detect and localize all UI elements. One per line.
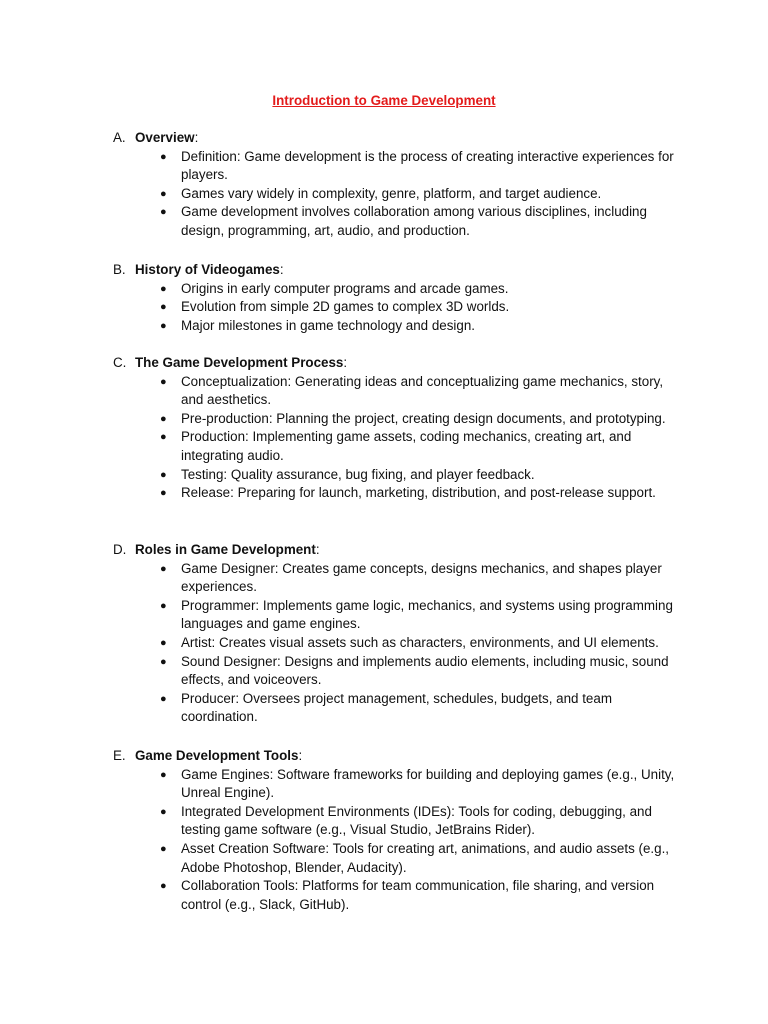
document-title: Introduction to Game Development xyxy=(272,93,496,108)
heading-colon: : xyxy=(343,355,348,370)
bullet-list xyxy=(113,373,693,503)
list-item xyxy=(113,877,681,914)
list-item xyxy=(113,803,681,840)
list-item xyxy=(113,280,681,299)
bullet-list xyxy=(113,280,693,336)
list-item-text: Asset Creation Software: Tools for creating art, animations, and audio assets (e.g., Adobe Photoshop, Blender, Audacity). xyxy=(181,840,670,875)
list-item xyxy=(113,185,681,204)
list-item-text: Game Designer: Creates game concepts, designs mechanics, and shapes player experiences. xyxy=(181,560,662,595)
section-letter: A. xyxy=(113,130,126,145)
bullet-icon: ● xyxy=(160,692,167,705)
heading-colon: : xyxy=(298,748,303,763)
list-item-text: Testing: Quality assurance, bug fixing, and player feedback. xyxy=(181,466,535,482)
bullet-icon: ● xyxy=(160,636,167,649)
list-item-text: Major milestones in game technology and design. xyxy=(181,317,476,333)
heading-colon: : xyxy=(315,542,320,557)
bullet-icon: ● xyxy=(160,319,167,332)
section-heading xyxy=(113,354,693,373)
bullet-icon: ● xyxy=(160,599,167,612)
list-item-text: Game Engines: Software frameworks for building and deploying games (e.g., Unity, Unreal Engine). xyxy=(181,766,675,801)
list-item-text: Release: Preparing for launch, marketing, distribution, and post-release support. xyxy=(181,485,656,501)
section-heading xyxy=(113,541,693,560)
heading-colon: : xyxy=(194,130,199,145)
list-item-text: Pre-production: Planning the project, creating design documents, and prototyping. xyxy=(181,410,666,426)
list-item-text: Producer: Oversees project management, schedules, budgets, and team coordination. xyxy=(181,690,612,725)
list-item xyxy=(113,317,681,336)
bullet-icon: ● xyxy=(160,768,167,781)
bullet-icon: ● xyxy=(160,150,167,163)
section-letter: E. xyxy=(113,748,126,763)
list-item-text: Artist: Creates visual assets such as characters, environments, and UI elements. xyxy=(181,634,659,650)
section-title: Game Development Tools xyxy=(135,748,299,763)
list-item xyxy=(113,373,681,410)
list-item xyxy=(113,653,681,690)
list-item xyxy=(113,766,681,803)
section-heading xyxy=(113,747,693,766)
bullet-list xyxy=(113,766,693,915)
section-title: The Game Development Process xyxy=(135,355,344,370)
section-tools xyxy=(113,747,693,914)
section-title: History of Videogames xyxy=(135,262,280,277)
section-history xyxy=(113,261,693,335)
list-item-text: Production: Implementing game assets, coding mechanics, creating art, and integrating audio. xyxy=(181,429,632,463)
section-letter: C. xyxy=(113,355,127,370)
bullet-icon: ● xyxy=(160,282,167,295)
bullet-icon: ● xyxy=(160,655,167,668)
section-title: Overview xyxy=(135,130,195,145)
section-title: Roles in Game Development xyxy=(135,542,316,557)
bullet-icon: ● xyxy=(160,562,167,575)
section-heading xyxy=(113,261,693,280)
bullet-icon: ● xyxy=(160,412,167,425)
list-item-text: Games vary widely in complexity, genre, platform, and target audience. xyxy=(181,185,602,201)
bullet-list xyxy=(113,148,693,241)
list-item xyxy=(113,597,681,634)
bullet-icon: ● xyxy=(160,431,167,444)
bullet-icon: ● xyxy=(160,187,167,200)
list-item xyxy=(113,466,681,485)
bullet-icon: ● xyxy=(160,375,167,388)
list-item-text: Origins in early computer programs and arcade games. xyxy=(181,280,509,296)
list-item xyxy=(113,690,681,727)
section-overview xyxy=(113,129,693,241)
bullet-icon: ● xyxy=(160,301,167,314)
list-item xyxy=(113,148,681,185)
list-item-text: Collaboration Tools: Platforms for team communication, file sharing, and version control (e.g., Slack, GitHub). xyxy=(181,878,655,912)
bullet-icon: ● xyxy=(160,468,167,481)
list-item xyxy=(113,298,681,317)
list-item-text: Evolution from simple 2D games to complex 3D worlds. xyxy=(181,299,510,315)
section-process xyxy=(113,354,693,503)
list-item xyxy=(113,840,681,877)
bullet-icon: ● xyxy=(160,206,167,219)
list-item-text: Definition: Game development is the process of creating interactive experiences for players. xyxy=(181,148,674,183)
heading-colon: : xyxy=(279,262,284,277)
list-item xyxy=(113,203,681,240)
list-item-text: Game development involves collaboration among various disciplines, including design, programming, art, audio, and production. xyxy=(181,204,647,238)
bullet-list xyxy=(113,560,693,727)
list-item-text: Sound Designer: Designs and implements audio elements, including music, sound effects, and voiceovers. xyxy=(181,653,669,688)
section-roles xyxy=(113,541,693,727)
list-item xyxy=(113,560,681,597)
list-item xyxy=(113,484,681,503)
bullet-icon: ● xyxy=(160,842,167,855)
list-item xyxy=(113,634,681,653)
section-heading xyxy=(113,129,693,148)
section-letter: B. xyxy=(113,262,126,277)
list-item-text: Integrated Development Environments (IDEs): Tools for coding, debugging, and testing game software (e.g., Visual Studio, JetBrains Rider). xyxy=(181,803,652,838)
list-item-text: Programmer: Implements game logic, mechanics, and systems using programming languages and game engines. xyxy=(181,597,673,632)
list-item xyxy=(113,410,681,429)
bullet-icon: ● xyxy=(160,805,167,818)
section-letter: D. xyxy=(113,542,127,557)
bullet-icon: ● xyxy=(160,487,167,500)
bullet-icon: ● xyxy=(160,880,167,893)
list-item xyxy=(113,428,681,465)
list-item-text: Conceptualization: Generating ideas and conceptualizing game mechanics, story, and aesthetics. xyxy=(181,373,664,408)
